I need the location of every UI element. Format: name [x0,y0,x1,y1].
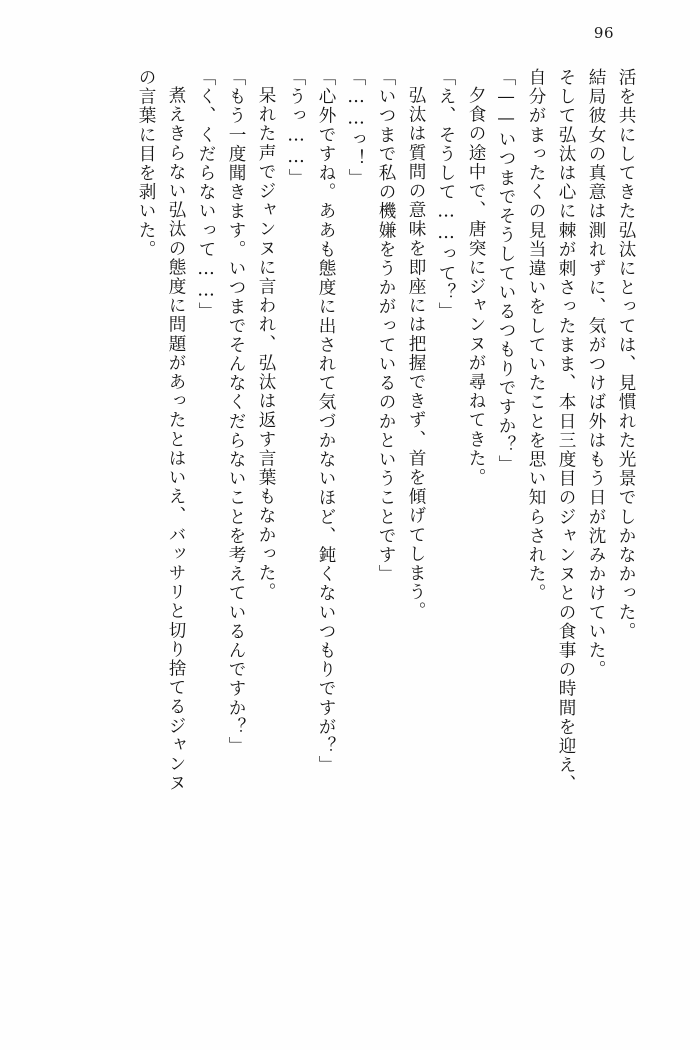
vertical-text-body [44,68,634,994]
text-line: の言葉に目を剥いた。 [136,68,156,259]
text-line: 「……っ！」 [346,68,366,188]
page-number: 96 [593,24,614,42]
text-line: 結局彼女の真意は測れずに、気がつけば外はもう日が沈みかけていた。 [586,68,606,680]
text-line: 煮えきらない弘汰の態度に問題があったとはいえ、バッサリと切り捨てるジャンヌ [166,86,186,793]
text-line: 自分がまったくの見当違いをしていたことを思い知らされた。 [526,68,546,603]
text-line: そして弘汰は心に棘が刺さったまま、本日三度目のジャンヌとの食事の時間を迎え、 [556,68,576,794]
text-line: 夕食の途中で、唐突にジャンヌが尋ねてきた。 [466,86,486,488]
text-line: 「心外ですね。ああも態度に出されて気づかないほど、鈍くないつもりですが？」 [316,68,336,775]
text-line: 呆れた声でジャンヌに言われ、弘汰は返す言葉もなかった。 [256,86,276,602]
text-line: 「く、くだらないって……」 [196,68,216,322]
text-line: 弘汰は質問の意味を即座には把握できず、首を傾げてしまう。 [406,86,426,621]
text-line: 「もう一度聞きます。いつまでそんなくだらないことを考えているんですか？」 [226,68,246,756]
text-line: 「いつまで私の機嫌をうかがっているのかということです」 [376,68,396,584]
text-line: 「うっ……」 [286,68,306,188]
text-line: 「え、そうして……って？」 [436,68,456,322]
text-line: 活を共にしてきた弘汰にとっては、見慣れた光景でしかなかった。 [616,68,636,641]
text-line: 「——いつまでそうしているつもりですか？」 [496,68,516,474]
